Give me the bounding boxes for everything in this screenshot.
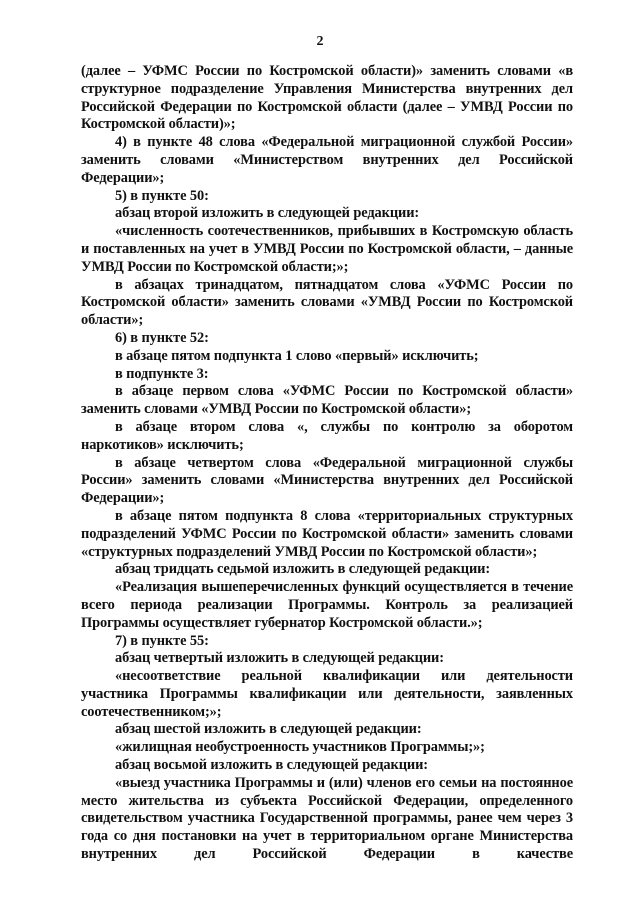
- paragraph-4: абзац второй изложить в следующей редакции:: [115, 205, 420, 222]
- paragraph-17: абзац четвертый изложить в следующей редакции:: [115, 650, 444, 667]
- paragraph-15: «Реализация вышеперечисленных функций осуществляется в течение всего периода реализации Программы. Контроль за реализацией Программы осуществляет губернатор Костромской области.»;: [81, 579, 573, 631]
- paragraph-22: «выезд участника Программы и (или) членов его семьи на постоянное место жительства из субъекта Российской Федерации, определенного свидетельством участника Государственной программы, ранее чем через 3 года со дня постановки на учет в территориальном органе Министерства внутренних дел Российской Федерации в качестве: [81, 774, 573, 863]
- paragraph-13: в абзаце пятом подпункта 8 слова «территориальных структурных подразделений УФМС России по Костромской области» заменить словами «структурных подразделений УМВД России по Костромской области»;: [81, 507, 573, 560]
- paragraph-5: «численность соотечественников, прибывших в Костромскую область и поставленных на учет в УМВД России по Костромской области, – данные УМВД России по Костромской области;»;: [81, 223, 573, 275]
- paragraph-12: в абзаце четвертом слова «Федеральной миграционной службы России» заменить словами «Министерства внутренних дел Российской Федерации»;: [81, 454, 573, 507]
- paragraph-7: 6) в пункте 52:: [115, 329, 209, 346]
- paragraph-21: абзац восьмой изложить в следующей редакции:: [115, 757, 428, 774]
- paragraph-10: в абзаце первом слова «УФМС России по Костромской области» заменить словами «УМВД России по Костромской области»;: [81, 383, 573, 418]
- paragraph-14: абзац тридцать седьмой изложить в следующей редакции:: [115, 561, 491, 578]
- paragraph-2: 4) в пункте 48 слова «Федеральной миграционной службой России» заменить словами «Министерством внутренних дел Российской Федерации»;: [81, 134, 573, 186]
- paragraph-16: 7) в пункте 55:: [115, 632, 209, 649]
- paragraph-20: «жилищная необустроенность участников Программы;»;: [115, 739, 485, 756]
- paragraph-3: 5) в пункте 50:: [115, 187, 209, 204]
- paragraph-18: «несоответствие реальной квалификации или деятельности участника Программы квалификации или деятельности, заявленных соотечественником;»;: [81, 668, 573, 720]
- paragraph-6: в абзацах тринадцатом, пятнадцатом слова «УФМС России по Костромской области» заменить словами «УМВД России по Костромской области»;: [81, 276, 573, 329]
- document-body: [81, 63, 573, 864]
- page-number: 2: [316, 34, 324, 49]
- paragraph-9: в подпункте 3:: [115, 365, 209, 382]
- paragraph-8: в абзаце пятом подпункта 1 слово «первый» исключить;: [115, 347, 479, 364]
- paragraph-1: (далее – УФМС России по Костромской области)» заменить словами «в структурное подразделение Управления Министерства внутренних дел Российской Федерации по Костромской области (далее – УМВД России по Костромской области)»;: [81, 63, 573, 133]
- paragraph-19: абзац шестой изложить в следующей редакции:: [115, 721, 422, 738]
- paragraph-11: в абзаце втором слова «, службы по контролю за оборотом наркотиков» исключить;: [81, 418, 573, 453]
